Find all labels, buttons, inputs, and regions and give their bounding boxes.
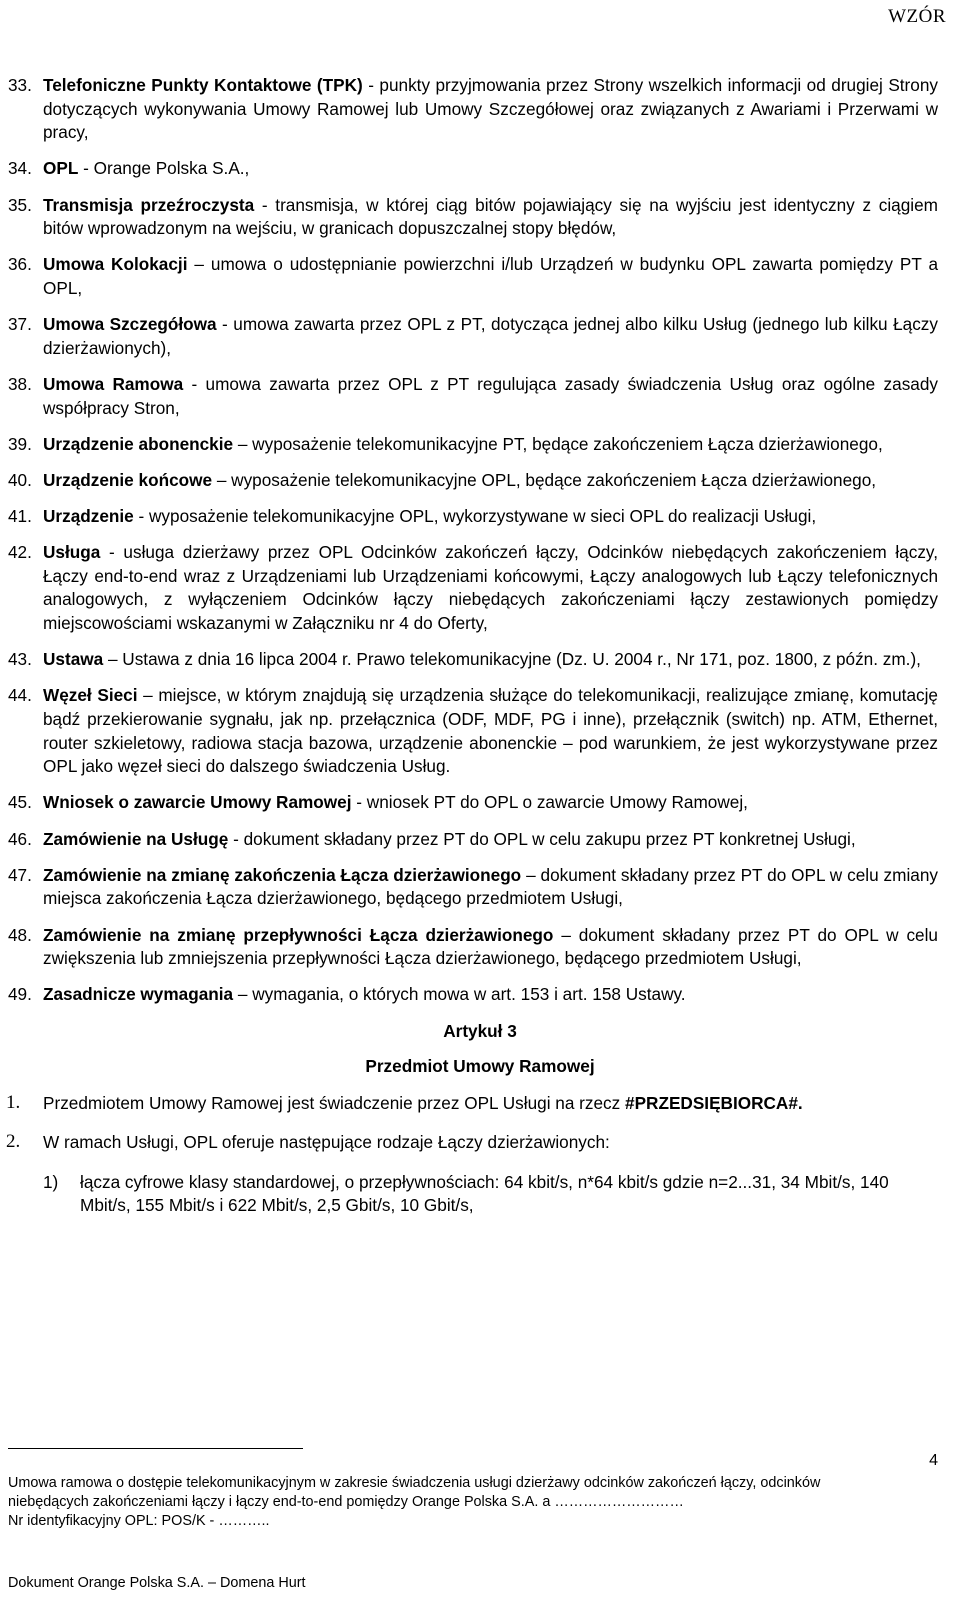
definition-item — [0, 433, 960, 457]
definition-number: 43. — [8, 649, 32, 670]
section-number: 2. — [6, 1131, 21, 1153]
definition-term: Urządzenie — [43, 506, 134, 527]
definition-item — [0, 313, 960, 360]
definition-text: - umowa zawarta przez OPL z PT regulująca zasady świadczenia Usług oraz ogólne zasady współpracy Stron, — [43, 373, 939, 418]
definition-term: Umowa Ramowa — [43, 373, 184, 394]
footer-divider — [8, 1448, 303, 1449]
definition-text: - punkty przyjmowania przez Strony wszelkich informacji od drugiej Strony dotyczących wykonywania Umowy Ramowej lub Umowy Szczegółowej oraz związanych z Awariami i Przerwami w pracy, — [43, 75, 938, 143]
header-watermark-label: WZÓR — [888, 6, 946, 27]
definition-item — [0, 648, 960, 672]
definition-item — [0, 983, 960, 1007]
definition-term: Urządzenie abonenckie — [43, 433, 234, 454]
definition-term: Transmisja przeźroczysta — [43, 194, 255, 215]
definition-number: 38. — [8, 373, 32, 394]
definition-text: - wniosek PT do OPL o zawarcie Umowy Ramowej, — [351, 792, 748, 813]
definition-text: – miejsce, w którym znajdują się urządzenia służące do telekomunikacji, realizujące zmianę, komutację bądź przekierowanie sygnału, jak np. przełącznica (ODF, MDF, PG i inne), przełącznik (switch) np. ATM, Ethernet, router szkieletowy, radiowa stacja bazowa, urządzenie abonenckie – pod warunkiem, że jest wykorzystywane przez OPL jako węzeł sieci do dalszego świadczenia Usług. — [43, 685, 938, 777]
article-subitem — [0, 1171, 960, 1218]
definition-item — [0, 684, 960, 778]
footer-line-1: Umowa ramowa o dostępie telekomunikacyjnym w zakresie świadczenia usługi dzierżawy odcinków zakończeń łączy, odcinków — [8, 1475, 821, 1491]
footer-agreement-text — [8, 1474, 938, 1531]
definition-text: – wyposażenie telekomunikacyjne PT, będące zakończeniem Łącza dzierżawionego, — [233, 433, 883, 454]
definition-text: - Orange Polska S.A., — [78, 158, 250, 179]
definition-item — [0, 157, 960, 181]
definition-number: 36. — [8, 254, 32, 275]
section-number: 1. — [6, 1091, 21, 1113]
definition-term: Telefoniczne Punkty Kontaktowe (TPK) — [43, 75, 363, 95]
footer-line-3: Nr identyfikacyjny OPL: POS/K - ……….. — [8, 1513, 270, 1529]
subitem-text: łącza cyfrowe klasy standardowej, o przepływnościach: 64 kbit/s, n*64 kbit/s gdzie n=2...31, 34 Mbit/s, 140 Mbit/s, 155 Mbit/s i 622 Mbit/s, 2,5 Gbit/s, 10 Gbit/s, — [80, 1171, 889, 1216]
definition-term: Ustawa — [43, 649, 104, 670]
definition-number: 45. — [8, 792, 32, 813]
article-number-title: Artykuł 3 — [443, 1020, 517, 1041]
definition-term: Węzeł Sieci — [43, 685, 138, 706]
definition-text: - dokument składany przez PT do OPL w celu zakupu przez PT konkretnej Usługi, — [228, 828, 856, 849]
article-section — [0, 1092, 960, 1116]
definition-text: – dokument składany przez PT do OPL w celu zmiany miejsca zakończenia Łącza dzierżawionego, będącego przedmiotem Usługi, — [43, 864, 938, 909]
definition-text: - umowa zawarta przez OPL z PT, dotycząca jednej albo kilku Usług (jednego lub kilku Łączy dzierżawionych), — [43, 314, 938, 358]
definition-term: Zamówienie na zmianę zakończenia Łącza dzierżawionego — [43, 864, 522, 885]
definition-text: – wyposażenie telekomunikacyjne OPL, będące zakończeniem Łącza dzierżawionego, — [212, 469, 877, 490]
definition-item — [0, 864, 960, 911]
definition-item — [0, 194, 960, 241]
definition-term: Zamówienie na zmianę przepływności Łącza dzierżawionego — [43, 924, 554, 945]
definition-number: 47. — [8, 864, 32, 885]
definition-item — [0, 253, 960, 300]
definition-text: - usługa dzierżawy przez OPL Odcinków zakończeń łączy, Odcinków niebędących zakończeniem łączy, Łączy end-to-end wraz z Urządzeniami lub Urządzeniami końcowymi, Łączy analogowych lub Łączy telefonicznych analogowych, z wyłączeniem Odcinków łączy niebędących zakończeniami łączy zestawionych pomiędzy miejscowościami wskazanymi w Załączniku nr 4 do Oferty, — [43, 542, 938, 634]
definition-number: 48. — [8, 924, 32, 945]
definition-term: Umowa Szczegółowa — [43, 314, 217, 335]
definition-item — [0, 791, 960, 815]
definition-item — [0, 541, 960, 635]
definition-term: Zasadnicze wymagania — [43, 984, 234, 1005]
definition-number: 39. — [8, 433, 32, 454]
footer-line-2: niebędących zakończeniami łączy i łączy end-to-end pomiędzy Orange Polska S.A. a ……………………… — [8, 1494, 684, 1510]
definition-term: Usługa — [43, 542, 101, 563]
definition-item — [0, 74, 960, 145]
section-text: Przedmiotem Umowy Ramowej jest świadczenie przez OPL Usługi na rzecz — [43, 1092, 626, 1113]
article-subject-title: Przedmiot Umowy Ramowej — [365, 1055, 595, 1076]
definition-term: Urządzenie końcowe — [43, 469, 213, 490]
definition-number: 35. — [8, 194, 32, 215]
definitions-list — [0, 74, 960, 1228]
definition-term: Umowa Kolokacji — [43, 254, 188, 275]
definition-text: – dokument składany przez PT do OPL w celu zwiększenia lub zmniejszenia przepływności Łącza dzierżawionego, będącego przedmiotem Usługi, — [43, 924, 938, 969]
definition-number: 33. — [8, 75, 32, 95]
definition-number: 37. — [8, 314, 32, 335]
footer-document-label: Dokument Orange Polska S.A. – Domena Hurt — [8, 1575, 306, 1591]
definition-item — [0, 373, 960, 420]
subitem-number: 1) — [43, 1171, 59, 1192]
definition-item — [0, 828, 960, 852]
definition-item — [0, 469, 960, 493]
definition-text: - transmisja, w której ciąg bitów pojawiający się na wyjściu jest identyczny z ciągiem bitów wprowadzonym na wejściu, w granicach dopuszczalnej stopy błędów, — [43, 194, 938, 239]
page-number: 4 — [929, 1452, 938, 1469]
definition-number: 42. — [8, 542, 32, 563]
definition-term: Zamówienie na Usługę — [43, 828, 229, 849]
definition-term: OPL — [43, 158, 79, 179]
definition-number: 34. — [8, 158, 32, 179]
definition-number: 46. — [8, 828, 32, 849]
definition-number: 40. — [8, 469, 32, 490]
definition-text: – wymagania, o których mowa w art. 153 i art. 158 Ustawy. — [233, 984, 686, 1005]
definition-item — [0, 505, 960, 529]
definition-number: 44. — [8, 685, 32, 706]
definition-text: – Ustawa z dnia 16 lipca 2004 r. Prawo telekomunikacyjne (Dz. U. 2004 r., Nr 171, poz. 1800, z późn. zm.), — [103, 649, 921, 670]
definition-number: 41. — [8, 506, 32, 527]
article-section — [0, 1131, 960, 1155]
definition-term: Wniosek o zawarcie Umowy Ramowej — [43, 792, 352, 813]
definition-number: 49. — [8, 984, 32, 1005]
section-bold-tail: #PRZEDSIĘBIORCA#. — [625, 1092, 803, 1113]
definition-text: - wyposażenie telekomunikacyjne OPL, wykorzystywane w sieci OPL do realizacji Usługi, — [133, 506, 817, 527]
definition-item — [0, 924, 960, 971]
definition-text: – umowa o udostępnianie powierzchni i/lub Urządzeń w budynku OPL zawarta pomiędzy PT a OPL, — [43, 254, 938, 298]
section-text: W ramach Usługi, OPL oferuje następujące rodzaje Łączy dzierżawionych: — [43, 1132, 610, 1153]
